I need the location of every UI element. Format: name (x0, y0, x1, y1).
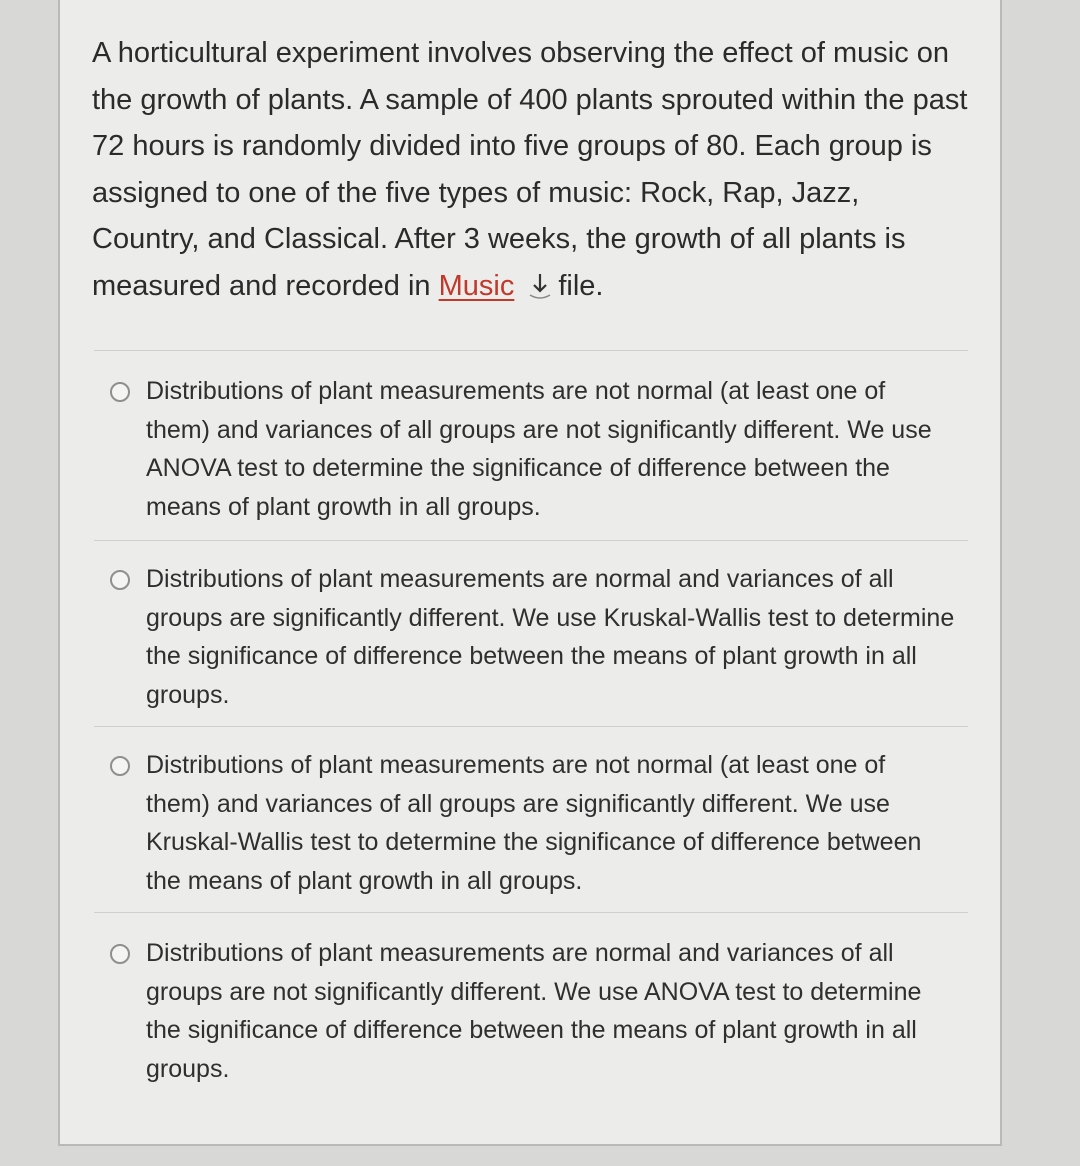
radio-button-4[interactable] (110, 944, 130, 964)
answer-option-2[interactable] (104, 560, 964, 710)
radio-button-3[interactable] (110, 756, 130, 776)
question-card (58, 0, 1002, 1146)
divider (94, 912, 968, 913)
question-text (92, 30, 972, 309)
answer-option-1[interactable] (104, 372, 964, 522)
answer-option-4-label: Distributions of plant measurements are normal and variances of all groups are not significantly different. We use ANOVA test to determine the significance of difference between the means of plant growth in all groups. (146, 939, 922, 1083)
divider (94, 726, 968, 727)
answer-option-2-label: Distributions of plant measurements are normal and variances of all groups are significantly different. We use Kruskal-Wallis test to determine the significance of difference between the means of plant growth in all groups. (146, 565, 955, 709)
download-arrow-icon[interactable] (528, 271, 552, 301)
question-file-suffix: file. (558, 269, 604, 302)
radio-button-1[interactable] (110, 382, 130, 402)
divider (94, 350, 968, 351)
divider (94, 540, 968, 541)
radio-button-2[interactable] (110, 570, 130, 590)
answer-option-1-label: Distributions of plant measurements are not normal (at least one of them) and variances of all groups are not significantly different. We use ANOVA test to determine the significance of difference between the means of plant growth in all groups. (146, 377, 932, 521)
question-body: A horticultural experiment involves observing the effect of music on the growth of plants. A sample of 400 plants sprouted within the past 72 hours is randomly divided into five groups of 80. Each group is assigned to one of the five types of music: Rock, Rap, Jazz, Country, and Classical. After 3 weeks, the growth of all plants is measured and recorded in (92, 37, 968, 302)
answer-option-4[interactable] (104, 934, 964, 1084)
answer-option-3-label: Distributions of plant measurements are not normal (at least one of them) and variances of all groups are significantly different. We use Kruskal-Wallis test to determine the significance of difference between the means of plant growth in all groups. (146, 751, 922, 895)
music-file-link[interactable]: Music (438, 269, 515, 302)
answer-option-3[interactable] (104, 746, 964, 896)
